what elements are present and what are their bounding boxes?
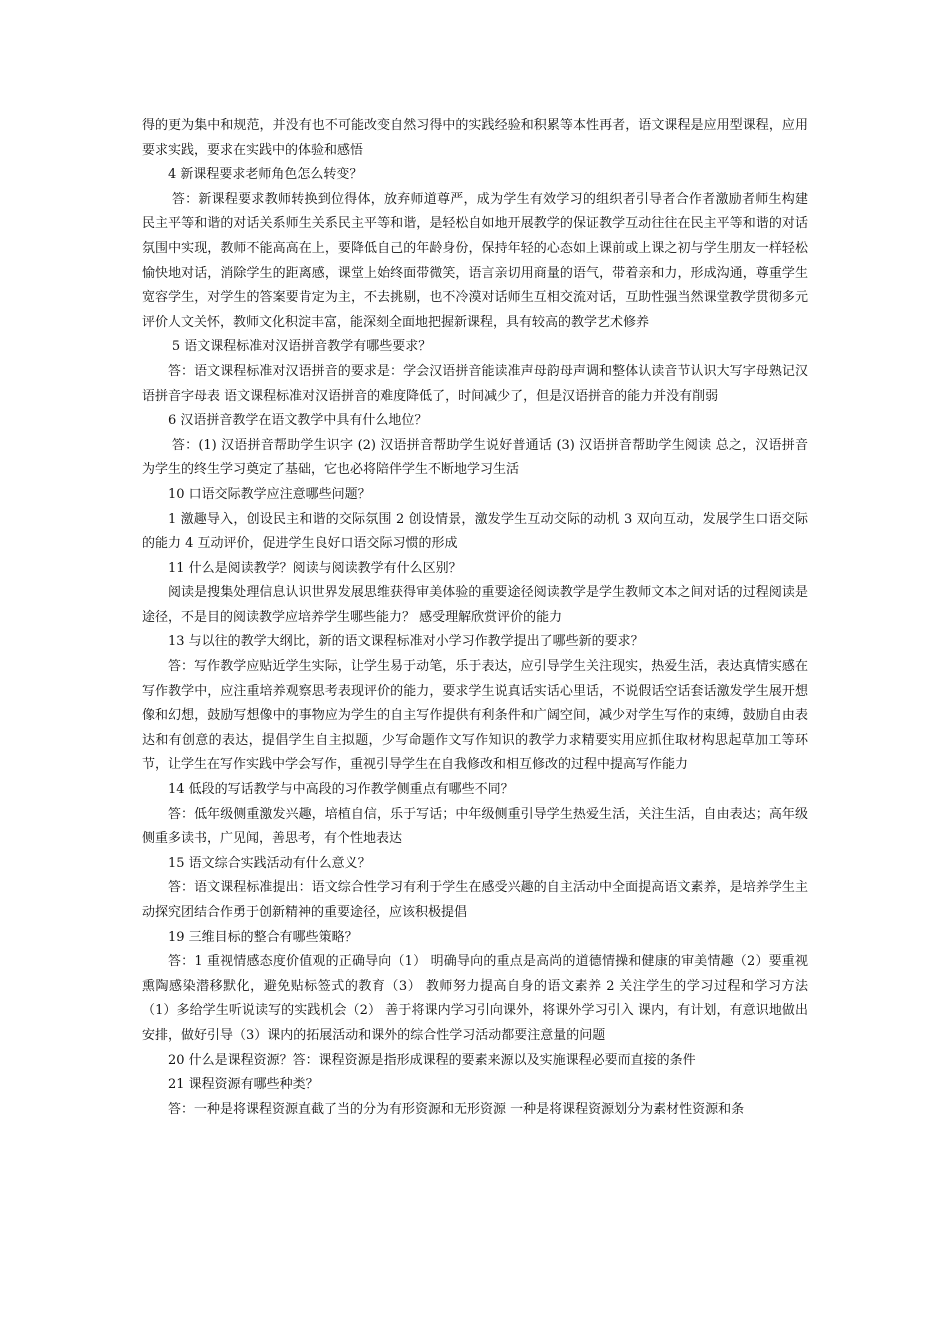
question-5: 5 语文课程标准对汉语拼音教学有哪些要求？ xyxy=(171,339,432,355)
question-21: 21 课程资源有哪些种类？ xyxy=(168,1077,319,1093)
paragraph-continuation: 得的更为集中和规范，并没有也不可能改变自然习得中的实践经验和积累等本性再者，语文课程是应用型课程，应用要求实践，要求在实践中的体验和感悟 xyxy=(142,118,808,158)
document-page xyxy=(142,114,808,1122)
question-15: 15 语文综合实践活动有什么意义？ xyxy=(168,855,371,871)
question-4: 4 新课程要求老师角色怎么转变？ xyxy=(168,167,363,183)
answer-4: 答：新课程要求教师转换到位得体，放弃师道尊严，成为学生有效学习的组织者引导者合作者激励者师生构建民主平等和谐的对话关系师生关系民主平等和谐，是轻松自如地开展教学的保证教学互动往往在民主平等和谐的对话氛围中实现，教师不能高高在上，要降低自己的年龄身份，保持年轻的心态如上课前或上课之初与学生朋友一样轻松愉快地对话，消除学生的距离感，课堂上始终面带微笑，语言亲切用商量的语气，带着亲和力，形成沟通，尊重学生宽容学生，对学生的答案要肯定为主，不去挑剔，也不冷漠对话师生互相交流对话，互助性强当然课堂教学贯彻多元评价人文关怀，教师文化积淀丰富，能深刻全面地把握新课程，具有较高的教学艺术修养 xyxy=(142,191,808,330)
answer-15: 答：语文课程标准提出：语文综合性学习有利于学生在感受兴趣的自主活动中全面提高语文素养，是培养学生主动探究团结合作勇于创新精神的重要途径，应该积极提倡 xyxy=(142,880,808,920)
answer-21: 答：一种是将课程资源直截了当的分为有形资源和无形资源 一种是将课程资源划分为素材性资源和条 xyxy=(168,1101,745,1117)
question-20: 20 什么是课程资源？答：课程资源是指形成课程的要素来源以及实施课程必要而直接的条件 xyxy=(168,1052,696,1068)
answer-6: 答：(1) 汉语拼音帮助学生识字 (2) 汉语拼音帮助学生说好普通话 (3) 汉语拼音帮助学生阅读 总之，汉语拼音为学生的终生学习奠定了基础，它也必将陪伴学生不断地学习生活 xyxy=(142,437,808,478)
question-19: 19 三维目标的整合有哪些策略？ xyxy=(168,929,358,945)
answer-11: 阅读是搜集处理信息认识世界发展思维获得审美体验的重要途径阅读教学是学生教师文本之间对话的过程阅读是途径，不是目的阅读教学应培养学生哪些能力？ 感受理解欣赏评价的能力 xyxy=(142,585,808,625)
answer-5: 答：语文课程标准对汉语拼音的要求是：学会汉语拼音能读准声母韵母声调和整体认读音节认识大写字母熟记汉语拼音字母表 语文课程标准对汉语拼音的难度降低了，时间减少了，但是汉语拼音的能力并没有削弱 xyxy=(142,363,808,404)
question-10: 10 口语交际教学应注意哪些问题？ xyxy=(168,486,371,502)
answer-10: 1 激趣导入，创设民主和谐的交际氛围 2 创设情景，激发学生互动交际的动机 3 双向互动，发展学生口语交际的能力 4 互动评价，促进学生良好口语交际习惯的形成 xyxy=(142,511,808,552)
answer-14: 答：低年级侧重激发兴趣，培植自信，乐于写话；中年级侧重引导学生热爱生活，关注生活，自由表达；高年级侧重多读书，广见闻，善思考，有个性地表达 xyxy=(142,806,808,847)
answer-19: 答：1 重视情感态度价值观的正确导向（1） 明确导向的重点是高尚的道德情操和健康的审美情趣（2）要重视熏陶感染潜移默化，避免贴标签式的教育（3） 教师努力提高自身的语文素养 2 关注学生的学习过程和学习方法（1）多给学生听说读写的实践机会（2） 善于将课内学习引向课外，将课外学习引入 课内，有计划，有意识地做出安排，做好引导（3）课内的拓展活动和课外的综合性学习活动都要注意量的问题 xyxy=(142,954,808,1043)
question-11: 11 什么是阅读教学？阅读与阅读教学有什么区别？ xyxy=(168,560,462,576)
question-14: 14 低段的写话教学与中高段的习作教学侧重点有哪些不同？ xyxy=(168,782,514,798)
question-13: 13 与以往的教学大纲比，新的语文课程标准对小学习作教学提出了哪些新的要求？ xyxy=(168,634,644,650)
question-6: 6 汉语拼音教学在语文教学中具有什么地位？ xyxy=(168,413,428,429)
answer-13: 答：写作教学应贴近学生实际，让学生易于动笔，乐于表达，应引导学生关注现实，热爱生活，表达真情实感在写作教学中，应注重培养观察思考表现评价的能力，要求学生说真话实话心里话，不说假话空话套话激发学生展开想像和幻想，鼓励写想像中的事物应为学生的自主写作提供有利条件和广阔空间，减少对学生写作的束缚，鼓励自由表达和有创意的表达，提倡学生自主拟题，少写命题作文写作知识的教学力求精要实用应抓住取材构思起草加工等环节，让学生在写作实践中学会写作，重视引导学生在自我修改和相互修改的过程中提高写作能力 xyxy=(142,659,808,773)
